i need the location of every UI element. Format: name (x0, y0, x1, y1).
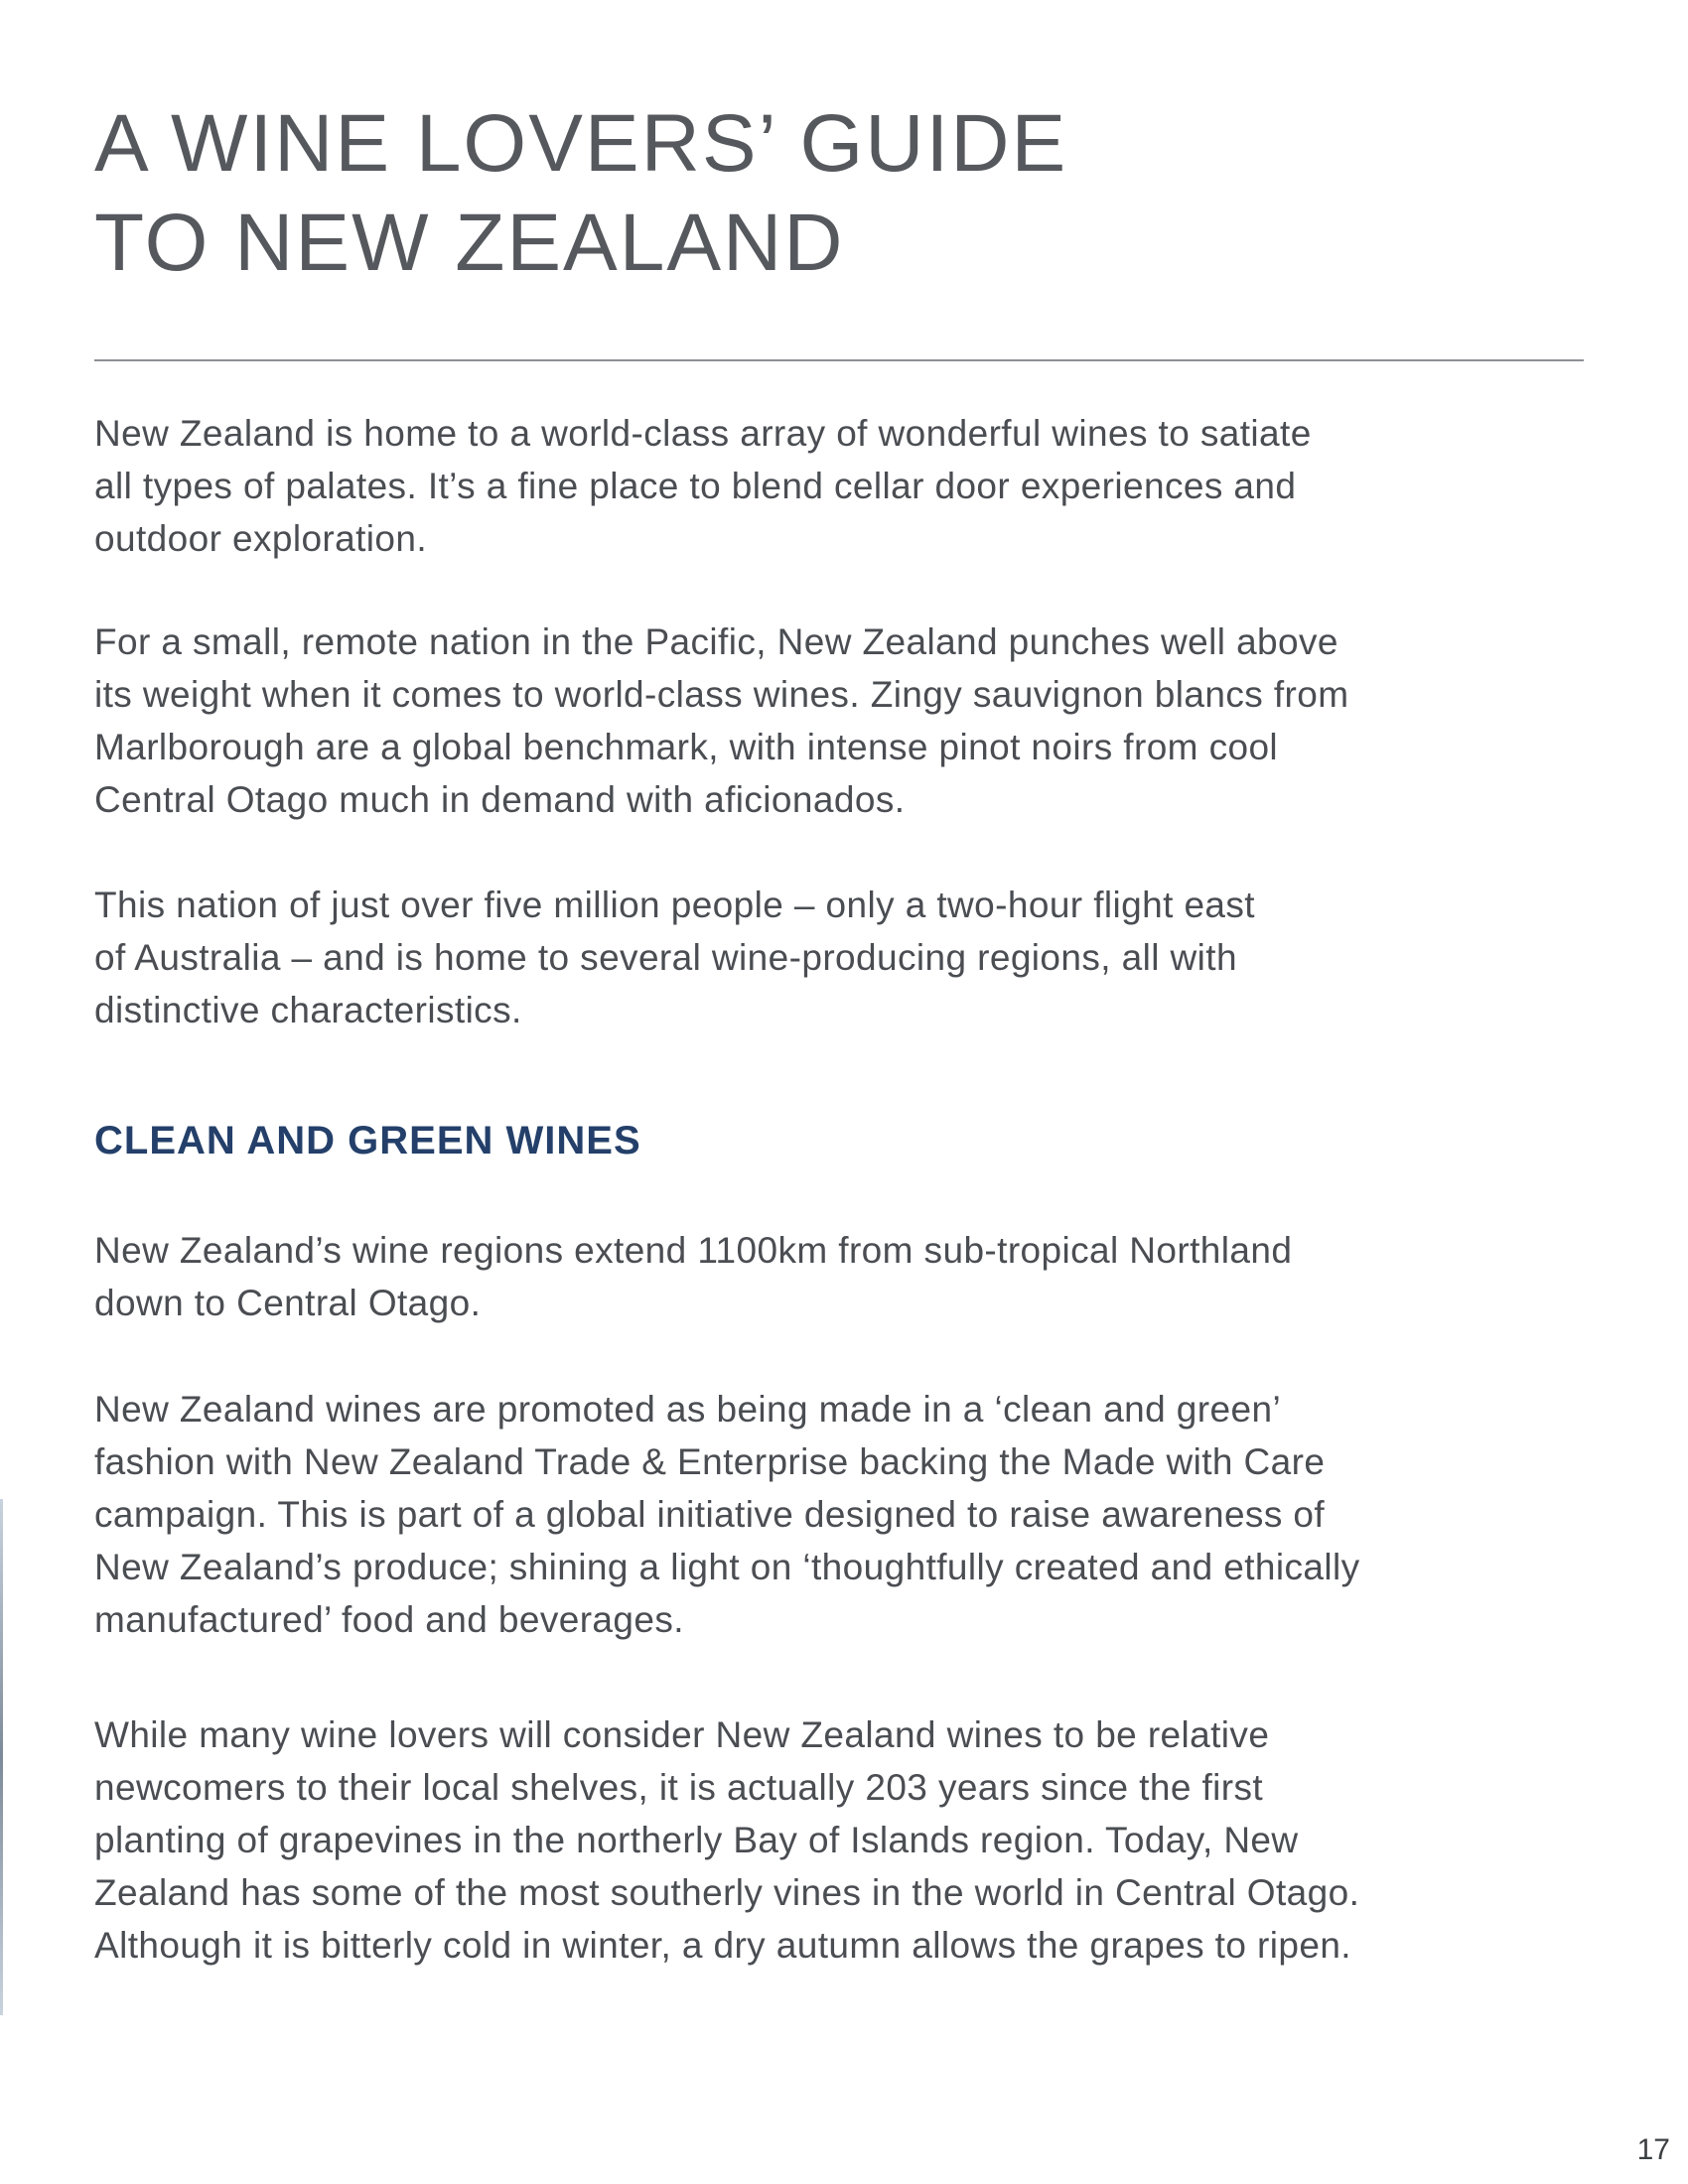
text-line: Zealand has some of the most southerly vines in the world in Central Otago. (94, 1872, 1360, 1913)
text-line: its weight when it comes to world-class wines. Zingy sauvignon blancs from (94, 674, 1349, 715)
text-line: Central Otago much in demand with aficionados. (94, 779, 906, 820)
title-divider (94, 359, 1584, 361)
page-edge-strip (0, 1499, 3, 2015)
text-line: campaign. This is part of a global initiative designed to raise awareness of (94, 1494, 1326, 1535)
intro-paragraph-1 (94, 407, 1604, 565)
text-line: of Australia – and is home to several wine-producing regions, all with (94, 937, 1237, 978)
section-paragraph-1 (94, 1224, 1604, 1329)
text-line: planting of grapevines in the northerly Bay of Islands region. Today, New (94, 1820, 1299, 1860)
text-line: New Zealand wines are promoted as being made in a ‘clean and green’ (94, 1389, 1282, 1430)
text-line: newcomers to their local shelves, it is actually 203 years since the first (94, 1767, 1264, 1808)
text-line: New Zealand’s wine regions extend 1100km from sub-tropical Northland (94, 1230, 1293, 1271)
intro-paragraph-3 (94, 879, 1604, 1036)
text-line: New Zealand is home to a world-class array of wonderful wines to satiate (94, 413, 1312, 454)
page-title-line-2: TO NEW ZEALAND (94, 198, 845, 288)
page-title-line-1: A WINE LOVERS’ GUIDE (94, 98, 1068, 189)
text-line: outdoor exploration. (94, 518, 428, 559)
text-line: For a small, remote nation in the Pacific, New Zealand punches well above (94, 621, 1338, 662)
section-paragraph-3 (94, 1708, 1604, 1972)
text-line: distinctive characteristics. (94, 990, 522, 1030)
text-line: manufactured’ food and beverages. (94, 1599, 684, 1640)
page-number: 17 (1636, 2133, 1670, 2166)
text-line: down to Central Otago. (94, 1283, 482, 1323)
text-line: While many wine lovers will consider New Zealand wines to be relative (94, 1714, 1270, 1755)
section-heading: CLEAN AND GREEN WINES (94, 1119, 641, 1162)
text-line: New Zealand’s produce; shining a light on ‘thoughtfully created and ethically (94, 1547, 1360, 1587)
text-line: all types of palates. It’s a fine place to blend cellar door experiences and (94, 466, 1297, 506)
section-paragraph-2 (94, 1383, 1604, 1646)
text-line: This nation of just over five million people – only a two-hour flight east (94, 885, 1255, 925)
intro-paragraph-2 (94, 615, 1604, 826)
text-line: Although it is bitterly cold in winter, a dry autumn allows the grapes to ripen. (94, 1925, 1351, 1966)
text-line: fashion with New Zealand Trade & Enterprise backing the Made with Care (94, 1441, 1326, 1482)
text-line: Marlborough are a global benchmark, with intense pinot noirs from cool (94, 727, 1279, 767)
page-title (94, 94, 1484, 293)
